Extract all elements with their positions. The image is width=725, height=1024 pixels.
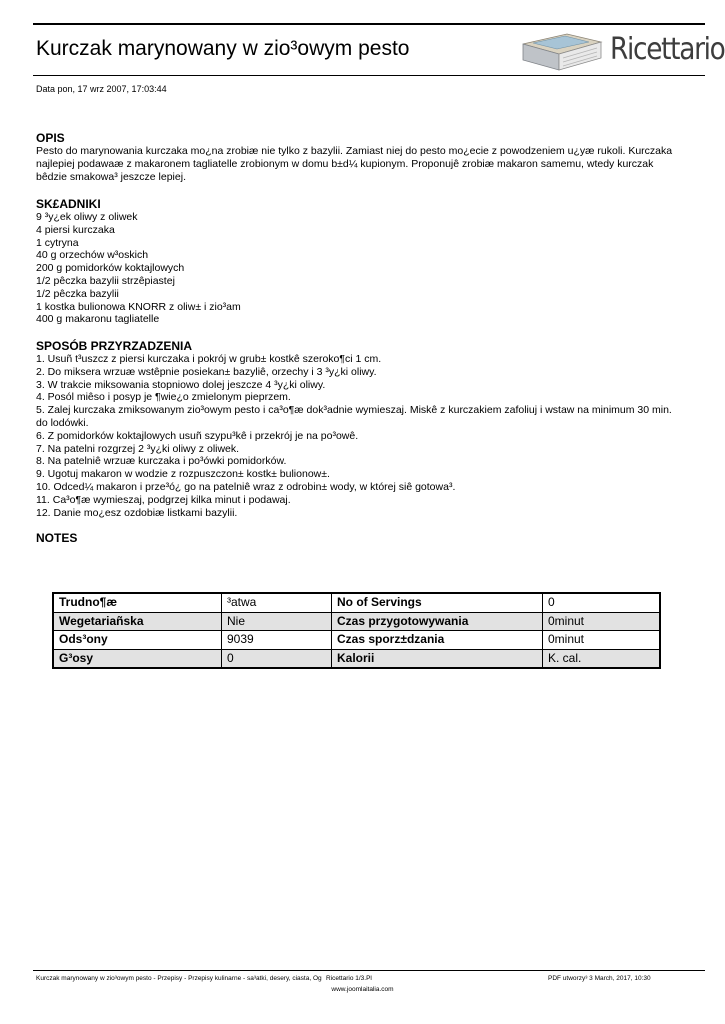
ingredient-item: 1 kostka bulionowa KNORR z oliw± i zio³am xyxy=(36,300,241,313)
ingredient-item: 400 g makaronu tagliatelle xyxy=(36,313,160,326)
opis-heading: OPIS xyxy=(36,131,65,145)
ingredient-item: 200 g pomidorków koktajlowych xyxy=(36,262,185,275)
footer-pdf-created: PDF utworzy³ 3 March, 2017, 10:30 xyxy=(548,975,651,982)
ingredient-item: 1/2 pêczka bazylii strzêpiastej xyxy=(36,274,175,287)
method-step: 3. W trakcie miksowania stopniowo dolej jeszcze 4 ³y¿ki oliwy. xyxy=(36,378,326,391)
footer-breadcrumb: Kurczak marynowany w zio³owym pesto - Przepisy - Przepisy kulinarne - sa³atki, desery, ciasta, Og xyxy=(36,975,322,982)
value-vegetarian: Nie xyxy=(222,612,332,631)
recipe-book-icon xyxy=(519,32,603,72)
label-votes: G³osy xyxy=(53,649,222,668)
ricettario-logo xyxy=(519,28,725,72)
logo-wordmark: Ricettario xyxy=(610,32,725,67)
label-vegetarian: Wegetariañska xyxy=(53,612,222,631)
value-votes: 0 xyxy=(222,649,332,668)
header-top-rule xyxy=(33,23,705,25)
document-date: Data pon, 17 wrz 2007, 17:03:44 xyxy=(36,84,167,94)
label-cook-time: Czas sporz±dzania xyxy=(332,631,543,650)
table-row xyxy=(53,649,660,668)
ingredient-item: 4 piersi kurczaka xyxy=(36,223,115,236)
value-calories: K. cal. xyxy=(543,649,661,668)
label-prep-time: Czas przygotowywania xyxy=(332,612,543,631)
label-servings: No of Servings xyxy=(332,593,543,612)
method-step: 6. Z pomidorków koktajlowych usuñ szypu³kê i przekrój je na po³owê. xyxy=(36,429,359,442)
method-step: 9. Ugotuj makaron w wodzie z rozpuszczon± kostk± bulionow±. xyxy=(36,468,330,481)
value-difficulty: ³atwa xyxy=(222,593,332,612)
recipe-info-table xyxy=(52,592,661,669)
footer-site-url: www.joomlaitalia.com xyxy=(331,986,394,993)
method-steps xyxy=(36,353,686,519)
method-step: 10. Odced¼ makaron i prze³ó¿ go na patelniê wraz z odrobin± wody, w której siê gotowa³. xyxy=(36,480,456,493)
opis-text: Pesto do marynowania kurczaka mo¿na zrobiæ nie tylko z bazylii. Zamiast niej do pesto mo¿ecie z powodzeniem u¿yæ rukoli. Kurczaka najlepiej podawaæ z makaronem tagliatelle zrobionym w domu b±d¼ kupionym. Proponujê zrobiæ makaron samemu, wtedy kurczak bêdzie smakowa³ jeszcze lepiej. xyxy=(36,145,673,183)
label-difficulty: Trudno¶æ xyxy=(53,593,222,612)
ingredient-item: 9 ³y¿ek oliwy z oliwek xyxy=(36,211,138,223)
label-calories: Kalorii xyxy=(332,649,543,668)
value-cook-time: 0minut xyxy=(543,631,661,650)
method-step: 7. Na patelni rozgrzej 2 ³y¿ki oliwy z oliwek. xyxy=(36,442,240,455)
method-step: 5. Zalej kurczaka zmiksowanym zio³owym pesto i ca³o¶æ dok³adnie wymieszaj. Miskê z kurczakiem zafoliuj i wstaw na minimum 30 min. do lodówki. xyxy=(36,404,672,429)
value-servings: 0 xyxy=(543,593,661,612)
table-row xyxy=(53,631,660,650)
header-bottom-rule xyxy=(33,75,705,76)
method-step: 12. Danie mo¿esz ozdobiæ listkami bazylii. xyxy=(36,506,238,519)
method-step: 2. Do miksera wrzuæ wstêpnie posiekan± bazyliê, orzechy i 3 ³y¿ki oliwy. xyxy=(36,365,377,378)
value-views: 9039 xyxy=(222,631,332,650)
footer-rule xyxy=(33,970,705,971)
notes-heading: NOTES xyxy=(36,531,78,545)
ingredients-heading: SK£ADNIKI xyxy=(36,197,101,211)
method-step: 1. Usuñ t³uszcz z piersi kurczaka i pokrój w grub± kostkê szeroko¶ci 1 cm. xyxy=(36,353,382,365)
label-views: Ods³ony xyxy=(53,631,222,650)
ingredients-list xyxy=(36,211,241,326)
ingredient-item: 1 cytryna xyxy=(36,236,79,249)
footer-page-number: Ricettario 1/3.Pl xyxy=(326,975,372,982)
method-step: 8. Na patelniê wrzuæ kurczaka i po³ówki pomidorków. xyxy=(36,455,287,468)
table-row xyxy=(53,612,660,631)
method-step: 11. Ca³o¶æ wymieszaj, podgrzej kilka minut i podawaj. xyxy=(36,493,291,506)
method-heading: SPOSÓB PRZYRZADZENIA xyxy=(36,339,193,353)
table-row xyxy=(53,593,660,612)
method-step: 4. Posól miêso i posyp je ¶wie¿o zmielonym pieprzem. xyxy=(36,391,291,404)
page-title: Kurczak marynowany w zio³owym pesto xyxy=(36,37,410,60)
ingredient-item: 40 g orzechów w³oskich xyxy=(36,249,149,262)
ingredient-item: 1/2 pêczka bazylii xyxy=(36,287,119,300)
value-prep-time: 0minut xyxy=(543,612,661,631)
